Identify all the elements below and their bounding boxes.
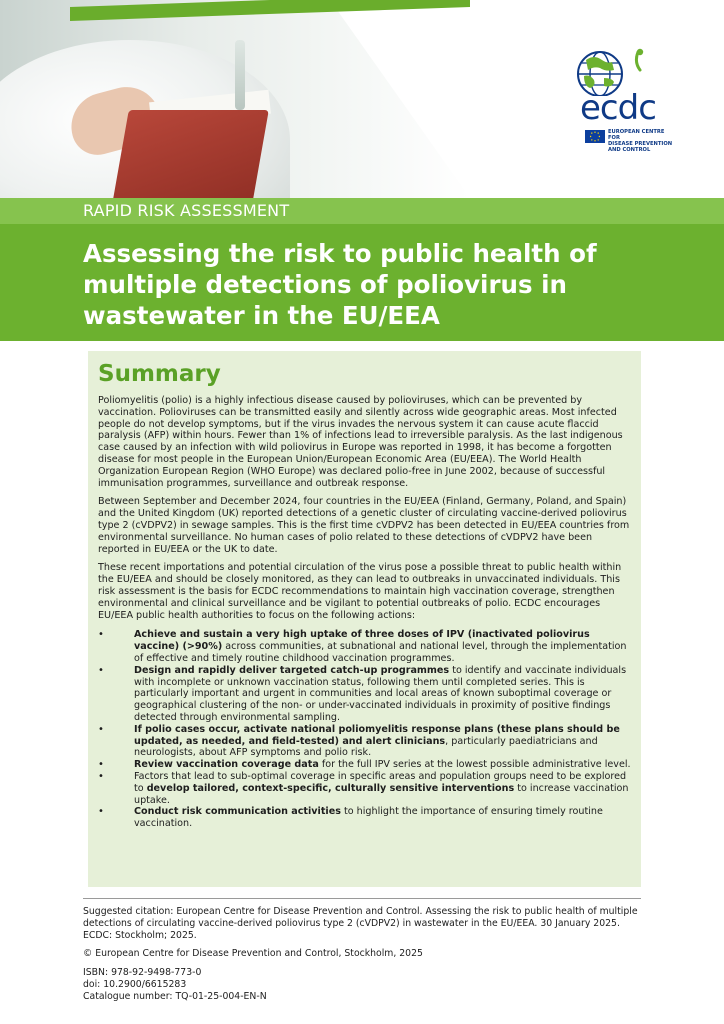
vial-shape [235,40,245,110]
summary-heading: Summary [98,361,221,387]
footer-divider [83,898,641,899]
action-item: • Achieve and sustain a very high uptake of three doses of IPV (inactivated poliovirus vaccine) (>90%) across communities, at subnational and national level, through the implementation of effective and timely routine childhood vaccination programmes. [98,629,634,664]
action-item: • Design and rapidly deliver targeted catch-up programmes to identify and vaccinate individuals with incomplete or unknown vaccination status, following them until completed series. This is particularly important and urgent in communities and local areas of known suboptimal coverage or geographical clustering of the non- or under-vaccinated individuals in proximity of positive findings detected through environmental sampling. [98,665,634,724]
isbn: ISBN: 978-92-9498-773-0 [83,967,202,979]
action-item: • Review vaccination coverage data for the full IPV series at the lowest possible administrative level. [98,759,634,771]
document-type-label: RAPID RISK ASSESSMENT [83,201,290,220]
catalogue-number: Catalogue number: TQ-01-25-004-EN-N [83,991,267,1003]
action-item: • Factors that lead to sub-optimal coverage in specific areas and population groups need to be explored to develop tailored, context-specific, culturally sensitive interventions to increase vaccination uptake. [98,771,634,806]
action-item: • If polio cases occur, activate national poliomyelitis response plans (these plans should be updated, as needed, and field-tested) and alert clinicians, particularly paediatricians and neurologists, about AFP symptoms and polio risk. [98,724,634,759]
photo-wedge [330,0,470,198]
red-folder-shape [111,110,269,198]
summary-paragraph: Poliomyelitis (polio) is a highly infectious disease caused by polioviruses, which can be prevented by vaccination. Polioviruses can be transmitted easily and silently across wide geographic areas. Most infected people do not develop symptoms, but if the virus invades the nervous system it can cause acute flaccid paralysis (AFP) within hours. Fewer than 1% of infections lead to irreversible paralysis. As the last indigenous case caused by an infection with wild poliovirus in Europe was reported in 1998, it has become a forgotten disease for most people in the European Union/European Economic Area (EU/EEA). The World Health Organization European Region (WHO Europe) was declared polio-free in June 2002, because of successful immunisation programmes, surveillance and outbreak response. [98,395,623,489]
title-banner [0,198,724,341]
document-title: Assessing the risk to public health of multiple detections of poliovirus in wastewater in the EU/EEA [83,239,597,330]
summary-box [88,351,641,887]
copyright-notice: © European Centre for Disease Prevention and Control, Stockholm, 2025 [83,948,423,960]
summary-paragraph: Between September and December 2024, four countries in the EU/EEA (Finland, Germany, Poland, and Spain) and the United Kingdom (UK) reported detections of a genetic cluster of circulating vaccine-derived poliovirus type 2 (cVDPV2) in sewage samples. This is the first time cVDPV2 has been detected in EU/EEA countries from environmental surveillance. No human cases of polio related to these detections of cVDPV2 have been reported in EU/EEA or the UK to date. [98,496,630,555]
summary-body [98,395,634,830]
doi: doi: 10.2900/6615283 [83,979,187,991]
action-item: • Conduct risk communication activities to highlight the importance of ensuring timely routine vaccination. [98,806,634,830]
summary-paragraph: These recent importations and potential circulation of the virus pose a possible threat to public health within the EU/EEA and should be closely monitored, as they can lead to outbreaks in unvaccinated individuals. This risk assessment is the basis for ECDC recommendations to maintain high vaccination coverage, strengthen environmental and clinical surveillance and be vigilant to potential outbreaks of polio. ECDC encourages EU/EEA public health authorities to focus on the following actions: [98,562,622,621]
footer [83,898,643,1003]
agency-name: EUROPEAN CENTRE FOR DISEASE PREVENTION AND CONTROL [608,129,673,153]
publication-identifiers [83,967,643,1003]
cover-photo [0,0,470,198]
ecdc-logo [562,46,674,154]
ecdc-wordmark: ecdc [580,88,656,128]
action-list [98,629,634,830]
eu-flag-icon [585,130,605,143]
suggested-citation: Suggested citation: European Centre for Disease Prevention and Control. Assessing the risk to public health of multiple detections of circulating vaccine-derived poliovirus type 2 (cVDPV2) in wastewater in the EU/EEA. 30 January 2025. ECDC: Stockholm; 2025. [83,906,638,941]
